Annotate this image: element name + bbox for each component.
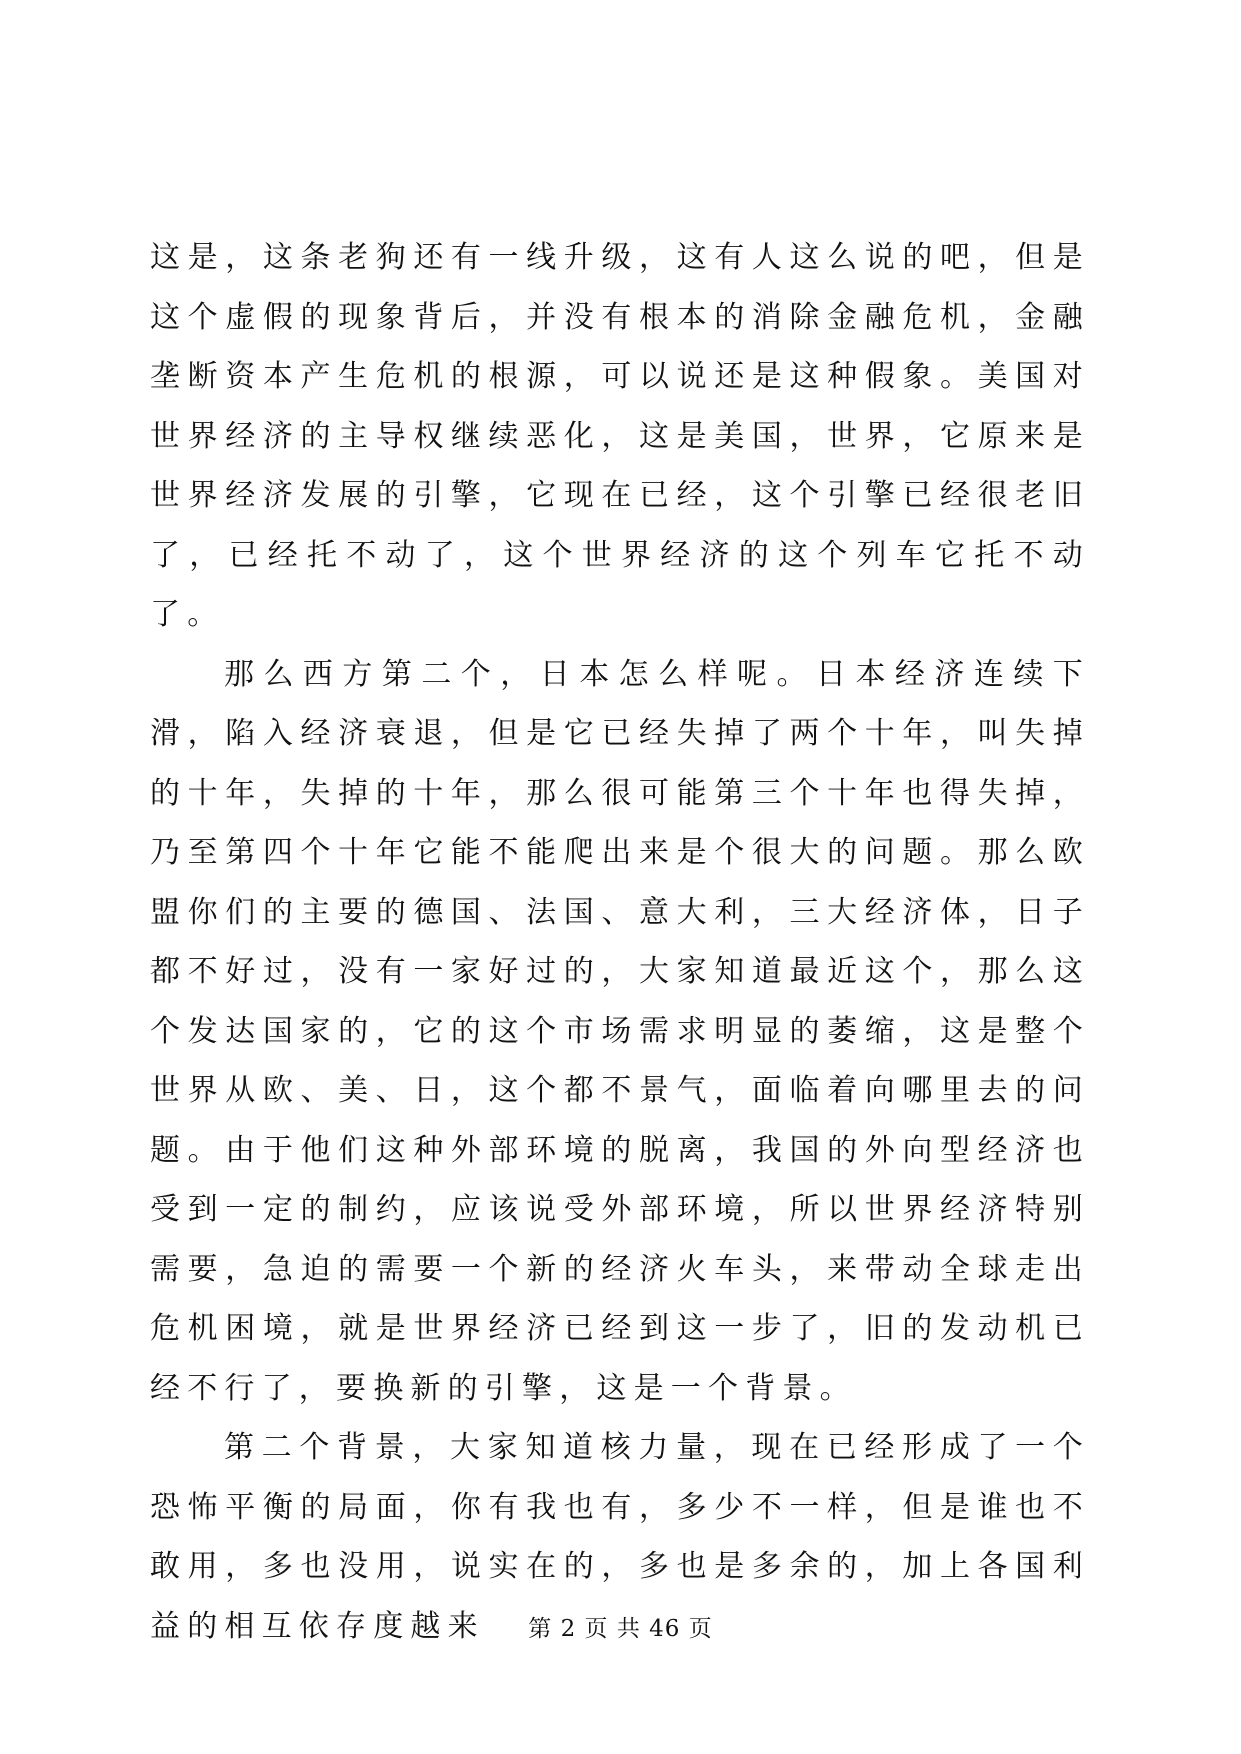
paragraph-2: 那么西方第二个，日本怎么样呢。日本经济连续下滑，陷入经济衰退，但是它已经失掉了两个十年，叫失掉的十年，失掉的十年，那么很可能第三个十年也得失掉，乃至第四个十年它能不能爬出来是个很大的问题。那么欧盟你们的主要的德国、法国、意大利，三大经济体，日子都不好过，没有一家好过的，大家知道最近这个，那么这个发达国家的，它的这个市场需求明显的萎缩，这是整个世界从欧、美、日，这个都不景气，面临着向哪里去的问题。由于他们这种外部环境的脱离，我国的外向型经济也受到一定的制约，应该说受外部环境，所以世界经济特别需要，急迫的需要一个新的经济火车头，来带动全球走出危机困境，就是世界经济已经到这一步了，旧的发动机已经不行了，要换新的引擎，这是一个背景。 (150, 656, 1090, 1406)
paragraph-3: 第二个背景，大家知道核力量，现在已经形成了一个恐怖平衡的局面，你有我也有，多少不一样，但是谁也不敢用，多也没用，说实在的，多也是多余的，加上各国利益的相互依存度越来 (150, 1430, 1090, 1644)
paragraph-1: 这是，这条老狗还有一线升级，这有人这么说的吧，但是这个虚假的现象背后，并没有根本的消除金融危机，金融垄断资本产生危机的根源，可以说还是这种假象。美国对世界经济的主导权继续恶化，这是美国，世界，它原来是世界经济发展的引擎，它现在已经，这个引擎已经很老旧了，已经托不动了，这个世界经济的这个列车它托不动了。 (150, 240, 1090, 632)
page-footer: 第 2 页 共 46 页 (528, 1616, 713, 1642)
document-body (150, 228, 1090, 1656)
